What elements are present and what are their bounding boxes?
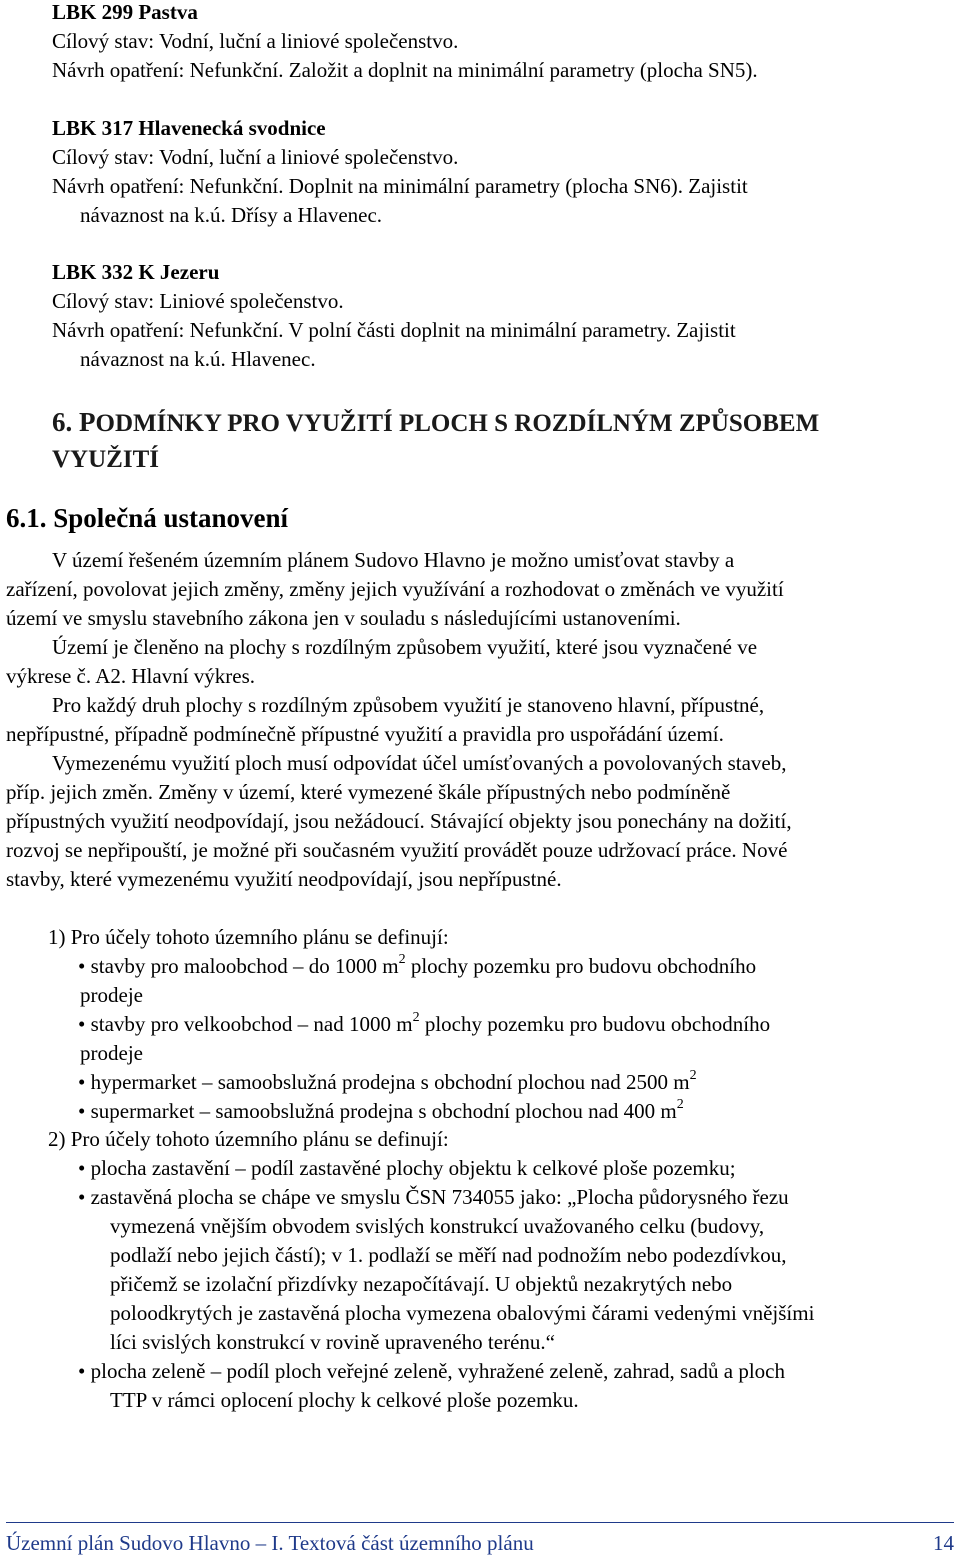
subsection-heading-6-1: 6.1. Společná ustanovení — [6, 503, 289, 533]
footer-document-title: Územní plán Sudovo Hlavno – I. Textová část územního plánu — [6, 1531, 534, 1555]
lbk-title: LBK 299 Pastva — [52, 0, 198, 24]
list-item-continued: poloodkrytých je zastavěná plocha vymezena obalovými čárami vedenými vnějšími — [110, 1301, 815, 1325]
bullet-icon: • — [78, 1359, 86, 1383]
lbk-measure-continued: návaznost na k.ú. Dřísy a Hlavenec. — [80, 203, 383, 227]
paragraph-line: Vymezenému využití ploch musí odpovídat účel umísťovaných a povolovaných staveb, — [52, 751, 787, 775]
bullet-icon: • — [78, 1099, 86, 1123]
list-item: • hypermarket – samoobslužná prodejna s obchodní plochou nad 2500 $m^2$ — [78, 1068, 697, 1094]
lbk-target-state: Cílový stav: Vodní, luční a liniové společenstvo. — [52, 145, 459, 169]
footer-divider — [6, 1522, 954, 1523]
lbk-block-332 — [52, 258, 942, 374]
lbk-block-317 — [52, 114, 942, 230]
list-item: • zastavěná plocha se chápe ve smyslu ČSN 734055 jako: „Plocha půdorysného řezu — [78, 1185, 789, 1209]
bullet-icon: • — [78, 1156, 86, 1180]
lbk-measure: Návrh opatření: Nefunkční. V polní části doplnit na minimální parametry. Zajistit — [52, 318, 736, 342]
list-item: • supermarket – samoobslužná prodejna s obchodní plochou nad 400 $m^2$ — [78, 1097, 684, 1123]
list-item: • stavby pro velkoobchod – nad 1000 $m^2$ plochy pozemku pro budovu obchodního — [78, 1010, 771, 1036]
footer-page-number: 14 — [933, 1531, 954, 1555]
list-item-continued: podlaží nebo jejich částí); v 1. podlaží se měří nad podnožím nebo podezdívkou, — [110, 1243, 787, 1267]
lbk-target-state: Cílový stav: Liniové společenstvo. — [52, 289, 344, 313]
bullet-icon: • — [78, 954, 86, 978]
section-heading-line-1: 6. PODMÍNKY PRO VYUŽITÍ PLOCH S ROZDÍLNÝM ZPŮSOBEM — [52, 407, 820, 437]
bullet-icon: • — [78, 1185, 86, 1209]
paragraph-line: stavby, které vymezenému využití neodpovídají, jsou nepřípustné. — [6, 867, 562, 891]
lbk-measure: Návrh opatření: Nefunkční. Doplnit na minimální parametry (plocha SN6). Zajistit — [52, 174, 748, 198]
definition-list-1 — [48, 923, 958, 1126]
list-item-continued: vymezená vnějším obvodem svislých konstrukcí uvažovaného celku (budovy, — [110, 1214, 765, 1238]
paragraph-line: příp. jejich změn. Změny v území, které vymezené škále přípustných nebo podmíněně — [6, 780, 731, 804]
paragraph-line: V území řešeném územním plánem Sudovo Hlavno je možno umisťovat stavby a — [52, 548, 735, 572]
list-item: • stavby pro maloobchod – do 1000 $m^2$ plochy pozemku pro budovu obchodního — [78, 952, 757, 978]
paragraph-line: Pro každý druh plochy s rozdílným způsobem využití je stanoveno hlavní, přípustné, — [52, 693, 765, 717]
list-item-continued: přičemž se izolační přizdívky nezapočítávají. U objektů nezakrytých nebo — [110, 1272, 733, 1296]
list-intro: 2) Pro účely tohoto územního plánu se definují: — [48, 1127, 449, 1151]
section-heading-line-2: VYUŽITÍ — [52, 446, 159, 473]
lbk-block-299 — [52, 0, 942, 85]
paragraph-line: zařízení, povolovat jejich změny, změny jejich využívání a rozhodovat o změnách ve využití — [6, 577, 784, 601]
list-item-continued: TTP v rámci oplocení plochy k celkové ploše pozemku. — [110, 1388, 579, 1412]
list-item-continued: líci svislých konstrukcí v rovině upraveného terénu.“ — [110, 1330, 555, 1354]
lbk-measure-continued: návaznost na k.ú. Hlavenec. — [80, 347, 316, 371]
paragraph-line: rozvoj se nepřipouští, je možné při současném využití provádět pouze udržovací práce. Nové — [6, 838, 788, 862]
page-footer — [6, 1528, 954, 1558]
paragraph-2 — [6, 633, 954, 691]
list-intro: 1) Pro účely tohoto územního plánu se definují: — [48, 925, 449, 949]
paragraph-line: nepřípustné, případně podmínečně přípustné využití a pravidla pro uspořádání území. — [6, 722, 724, 746]
paragraph-line: přípustných využití neodpovídají, jsou nežádoucí. Stávající objekty jsou ponechány na dožití, — [6, 809, 792, 833]
bullet-icon: • — [78, 1012, 86, 1036]
list-item: • plocha zeleně – podíl ploch veřejné zeleně, vyhražené zeleně, zahrad, sadů a ploch — [78, 1359, 786, 1383]
paragraph-3 — [6, 691, 954, 749]
bullet-icon: • — [78, 1070, 86, 1094]
paragraph-line: výkrese č. A2. Hlavní výkres. — [6, 664, 256, 688]
list-item-continued: prodeje — [80, 1041, 143, 1065]
lbk-title: LBK 317 Hlavenecká svodnice — [52, 116, 326, 140]
lbk-measure: Návrh opatření: Nefunkční. Založit a doplnit na minimální parametry (plocha SN5). — [52, 58, 758, 82]
list-item-continued: prodeje — [80, 983, 143, 1007]
list-item: • plocha zastavění – podíl zastavěné plochy objektu k celkové ploše pozemku; — [78, 1156, 736, 1180]
definition-list-2 — [48, 1125, 958, 1415]
paragraph-1 — [6, 546, 954, 633]
paragraph-line: Území je členěno na plochy s rozdílným způsobem využití, které jsou vyznačené ve — [52, 635, 758, 659]
paragraph-line: území ve smyslu stavebního zákona jen v souladu s následujícími ustanoveními. — [6, 606, 681, 630]
lbk-title: LBK 332 K Jezeru — [52, 260, 220, 284]
section-heading-6 — [52, 404, 952, 478]
lbk-target-state: Cílový stav: Vodní, luční a liniové společenstvo. — [52, 29, 459, 53]
paragraph-4 — [6, 749, 954, 894]
